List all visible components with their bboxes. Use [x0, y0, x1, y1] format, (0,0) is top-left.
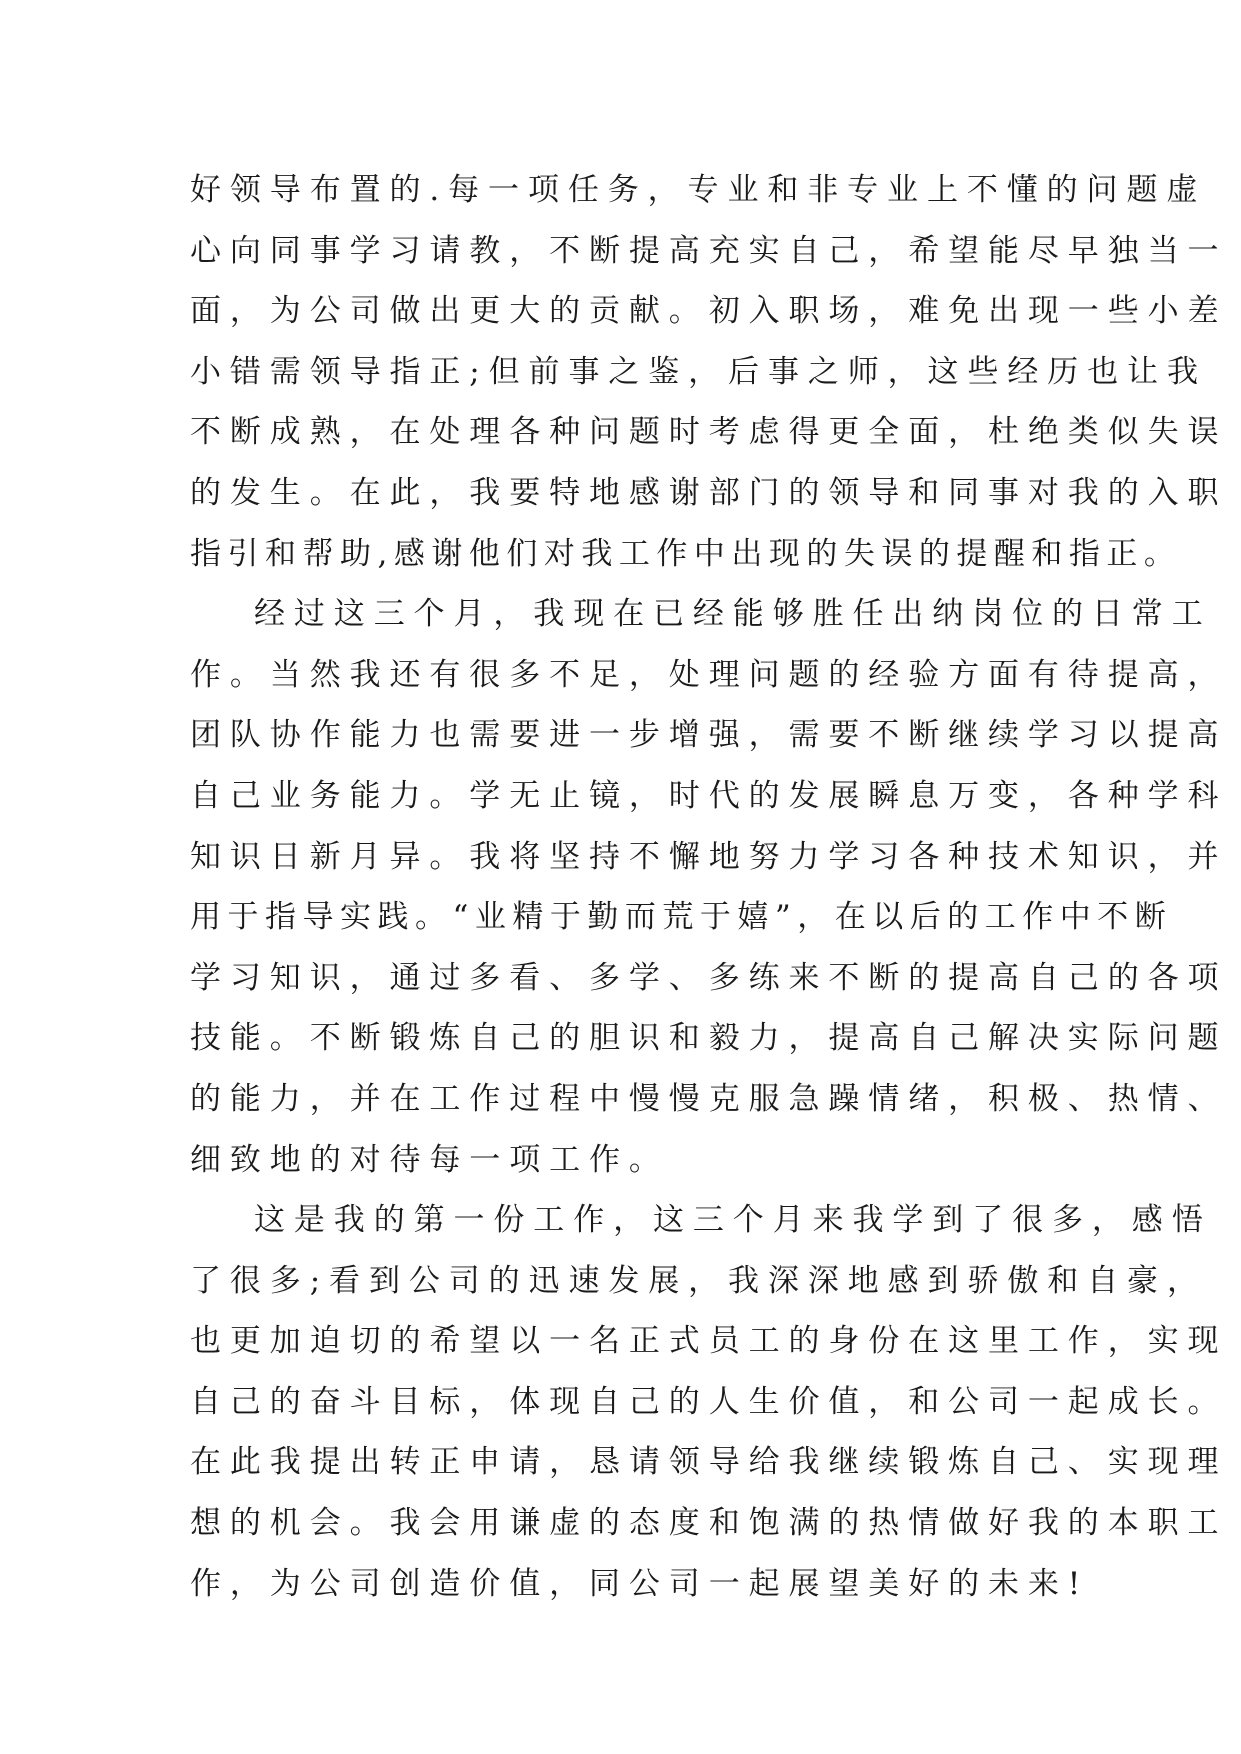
text-line: 细致地的对待每一项工作。	[190, 1141, 669, 1178]
text-line: 的能力，并在工作过程中慢慢克服急躁情绪，积极、热情、	[190, 1080, 1228, 1117]
text-line: 自己的奋斗目标，体现自己的人生价值，和公司一起成长。	[190, 1383, 1228, 1420]
text-line: 自己业务能力。学无止镜，时代的发展瞬息万变，各种学科	[190, 777, 1228, 814]
text-line: 的发生。在此，我要特地感谢部门的领导和同事对我的入职	[190, 474, 1228, 511]
text-line: 知识日新月异。我将坚持不懈地努力学习各种技术知识，并	[190, 838, 1228, 875]
text-line: 不断成熟，在处理各种问题时考虑得更全面，杜绝类似失误	[190, 414, 1228, 451]
text-line: 小错需领导指正;但前事之鉴，后事之师，这些经历也让我	[190, 353, 1207, 390]
text-line: 想的机会。我会用谦虚的态度和饱满的热情做好我的本职工	[190, 1505, 1228, 1542]
text-line: 好领导布置的.每一项任务，专业和非专业上不懂的问题虚	[190, 172, 1207, 208]
paragraph-start-line: 经过这三个月，我现在已经能够胜任出纳岗位的日常工	[254, 596, 1212, 633]
text-line: 面，为公司做出更大的贡献。初入职场，难免出现一些小差	[190, 293, 1228, 330]
text-line: 学习知识，通过多看、多学、多练来不断的提高自己的各项	[190, 959, 1228, 996]
text-line: 指引和帮助,感谢他们对我工作中出现的失误的提醒和指正。	[190, 535, 1182, 572]
text-line: 也更加迫切的希望以一名正式员工的身份在这里工作，实现	[190, 1323, 1228, 1360]
text-line: 用于指导实践。“业精于勤而荒于嬉”，在以后的工作中不断	[190, 899, 1173, 936]
text-line: 作。当然我还有很多不足，处理问题的经验方面有待提高，	[190, 656, 1228, 693]
text-line: 了很多;看到公司的迅速发展，我深深地感到骄傲和自豪，	[190, 1262, 1207, 1299]
body-text	[190, 160, 1228, 1614]
paragraph-start-line: 这是我的第一份工作，这三个月来我学到了很多，感悟	[254, 1202, 1212, 1239]
text-line: 技能。不断锻炼自己的胆识和毅力，提高自己解决实际问题	[190, 1020, 1228, 1057]
text-line: 团队协作能力也需要进一步增强，需要不断继续学习以提高	[190, 717, 1228, 754]
text-line: 心向同事学习请教，不断提高充实自己，希望能尽早独当一	[190, 232, 1228, 269]
text-line: 在此我提出转正申请，恳请领导给我继续锻炼自己、实现理	[190, 1444, 1228, 1481]
text-line: 作，为公司创造价值，同公司一起展望美好的未来!	[190, 1565, 1090, 1602]
